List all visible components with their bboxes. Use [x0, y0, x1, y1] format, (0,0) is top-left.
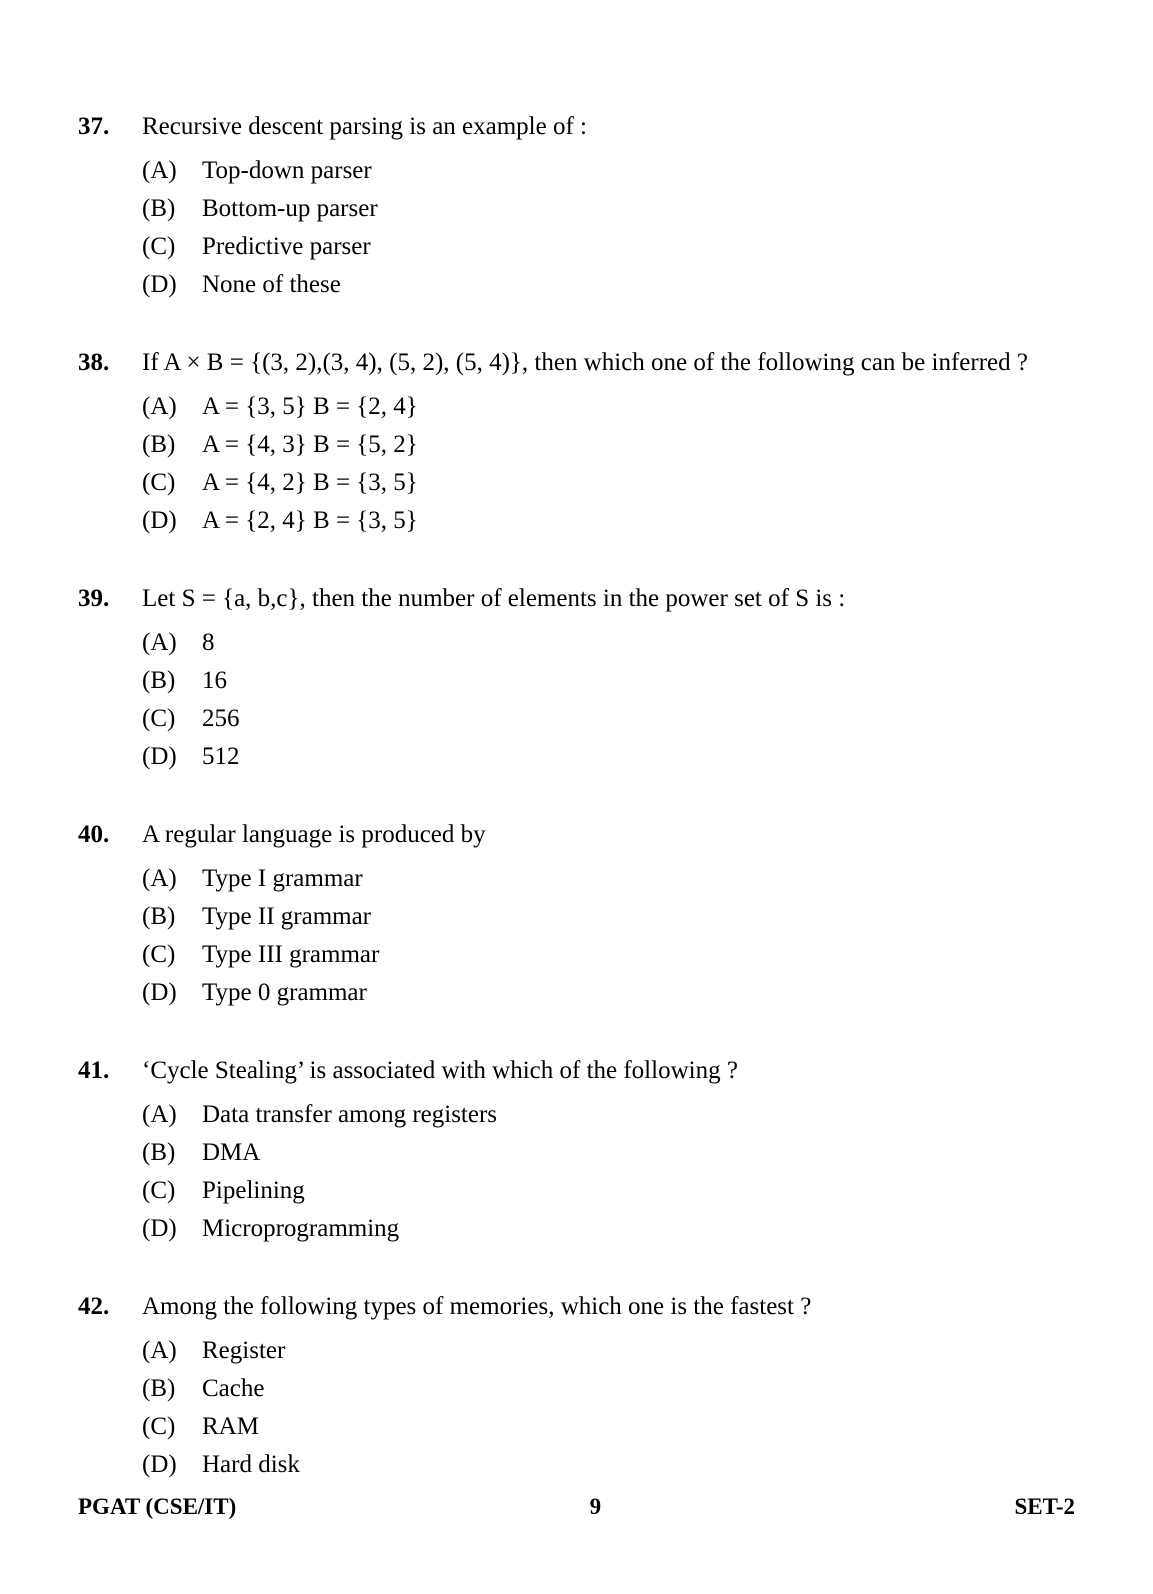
option-label: (C): [142, 1177, 176, 1204]
option-label: (B): [142, 903, 176, 930]
question-number: 41.: [78, 1057, 110, 1084]
option-c[interactable]: [78, 464, 1078, 502]
option-c[interactable]: [78, 1408, 1078, 1446]
option-b[interactable]: [78, 898, 1078, 936]
option-b[interactable]: [78, 426, 1078, 464]
question-text: Recursive descent parsing is an example of :: [142, 113, 587, 140]
option-text: A = {4, 2} B = {3, 5}: [202, 469, 418, 496]
option-list: [78, 1332, 1078, 1484]
question-text: If A × B = {(3, 2),(3, 4), (5, 2), (5, 4)}, then which one of the following can be inferred ?: [142, 349, 1028, 376]
option-label: (D): [142, 507, 177, 534]
option-c[interactable]: [78, 936, 1078, 974]
option-label: (C): [142, 469, 176, 496]
option-text: 256: [202, 705, 240, 732]
option-label: (D): [142, 979, 177, 1006]
question-text: ‘Cycle Stealing’ is associated with which of the following ?: [142, 1057, 738, 1084]
option-label: (D): [142, 743, 177, 770]
option-b[interactable]: [78, 190, 1078, 228]
question-stem: [78, 580, 1078, 618]
option-d[interactable]: [78, 266, 1078, 304]
option-text: A = {2, 4} B = {3, 5}: [202, 507, 418, 534]
option-label: (C): [142, 705, 176, 732]
question-42: [78, 1288, 1078, 1484]
option-label: (A): [142, 865, 177, 892]
question-39: [78, 580, 1078, 776]
option-label: (B): [142, 431, 176, 458]
option-label: (A): [142, 629, 177, 656]
question-text: Among the following types of memories, which one is the fastest ?: [142, 1293, 812, 1320]
option-text: A = {3, 5} B = {2, 4}: [202, 393, 418, 420]
option-text: Type I grammar: [202, 865, 363, 892]
option-b[interactable]: [78, 1134, 1078, 1172]
option-a[interactable]: [78, 388, 1078, 426]
option-text: A = {4, 3} B = {5, 2}: [202, 431, 418, 458]
option-label: (A): [142, 157, 177, 184]
option-text: Cache: [202, 1375, 265, 1402]
question-stem: [78, 816, 1078, 854]
question-stem: [78, 108, 1078, 146]
option-label: (C): [142, 233, 176, 260]
question-number: 37.: [78, 113, 110, 140]
question-41: [78, 1052, 1078, 1248]
option-a[interactable]: [78, 1096, 1078, 1134]
option-list: [78, 152, 1078, 304]
option-text: Top-down parser: [202, 157, 372, 184]
option-list: [78, 860, 1078, 1012]
option-label: (A): [142, 1101, 177, 1128]
option-text: 16: [202, 667, 227, 694]
option-b[interactable]: [78, 662, 1078, 700]
question-stem: [78, 1052, 1078, 1090]
option-label: (D): [142, 271, 177, 298]
option-text: Hard disk: [202, 1451, 300, 1478]
option-list: [78, 624, 1078, 776]
footer-page-number: 9: [589, 1494, 602, 1519]
question-number: 40.: [78, 821, 110, 848]
option-label: (B): [142, 1139, 176, 1166]
question-number: 38.: [78, 349, 110, 376]
option-label: (A): [142, 393, 177, 420]
option-a[interactable]: [78, 624, 1078, 662]
option-list: [78, 388, 1078, 540]
option-label: (B): [142, 667, 176, 694]
question-text: Let S = {a, b,c}, then the number of elements in the power set of S is :: [142, 585, 846, 612]
option-label: (B): [142, 1375, 176, 1402]
option-text: RAM: [202, 1413, 259, 1440]
option-d[interactable]: [78, 974, 1078, 1012]
option-c[interactable]: [78, 700, 1078, 738]
footer-exam-title: PGAT (CSE/IT): [78, 1494, 237, 1519]
option-c[interactable]: [78, 1172, 1078, 1210]
option-text: Data transfer among registers: [202, 1101, 498, 1128]
option-text: Type III grammar: [202, 941, 380, 968]
option-label: (B): [142, 195, 176, 222]
option-text: None of these: [202, 271, 341, 298]
option-d[interactable]: [78, 738, 1078, 776]
option-label: (D): [142, 1451, 177, 1478]
question-stem: [78, 344, 1078, 382]
option-text: Predictive parser: [202, 233, 371, 260]
question-text: A regular language is produced by: [142, 821, 486, 848]
option-label: (D): [142, 1215, 177, 1242]
option-label: (A): [142, 1337, 177, 1364]
option-text: Bottom-up parser: [202, 195, 378, 222]
question-number: 39.: [78, 585, 110, 612]
option-text: Type II grammar: [202, 903, 372, 930]
question-stem: [78, 1288, 1078, 1326]
option-text: Register: [202, 1337, 286, 1364]
option-d[interactable]: [78, 1446, 1078, 1484]
option-b[interactable]: [78, 1370, 1078, 1408]
option-a[interactable]: [78, 152, 1078, 190]
option-text: DMA: [202, 1139, 261, 1166]
option-text: 512: [202, 743, 240, 770]
option-d[interactable]: [78, 502, 1078, 540]
option-c[interactable]: [78, 228, 1078, 266]
page-footer: [78, 1494, 1075, 1520]
option-label: (C): [142, 941, 176, 968]
option-a[interactable]: [78, 860, 1078, 898]
option-text: Type 0 grammar: [202, 979, 367, 1006]
question-list: [78, 108, 1078, 1484]
option-a[interactable]: [78, 1332, 1078, 1370]
option-text: 8: [202, 629, 215, 656]
question-number: 42.: [78, 1293, 110, 1320]
option-label: (C): [142, 1413, 176, 1440]
question-37: [78, 108, 1078, 304]
question-40: [78, 816, 1078, 1012]
footer-set-label: SET-2: [1014, 1494, 1075, 1519]
option-d[interactable]: [78, 1210, 1078, 1248]
option-list: [78, 1096, 1078, 1248]
option-text: Pipelining: [202, 1177, 305, 1204]
question-38: [78, 344, 1078, 540]
option-text: Microprogramming: [202, 1215, 400, 1242]
